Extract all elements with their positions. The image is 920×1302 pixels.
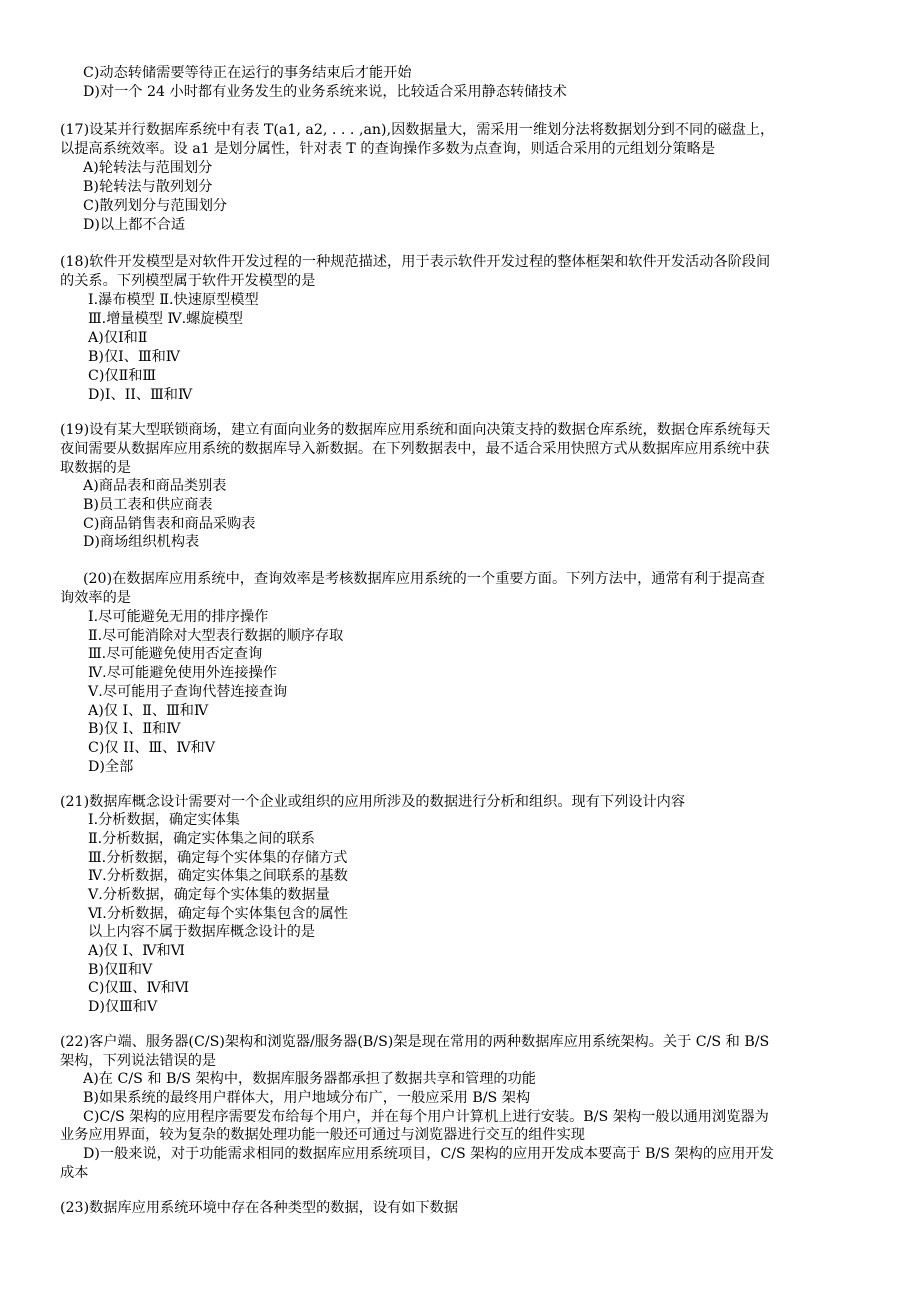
q18-item-line-1: Ⅰ.瀑布模型 Ⅱ.快速原型模型 [88,292,259,308]
q20-item-3: Ⅲ.尽可能避免使用否定查询 [88,646,263,662]
q20-item-4: Ⅳ.尽可能避免使用外连接操作 [88,665,277,681]
q20-item-1: Ⅰ.尽可能避免无用的排序操作 [88,609,269,625]
q18-option-b: B)仅Ⅰ、Ⅲ和Ⅳ [88,349,180,365]
q18-stem-line-2: 的关系。下列模型属于软件开发模型的是 [60,273,316,289]
q20-item-2: Ⅱ.尽可能消除对大型表行数据的顺序存取 [88,628,344,644]
q21-stem-line-1: (21)数据库概念设计需要对一个企业或组织的应用所涉及的数据进行分析和组织。现有下列设计内容 [60,794,686,810]
q20-option-c: C)仅 II、Ⅲ、Ⅳ和Ⅴ [88,740,215,756]
q21-option-a: A)仅 I、Ⅳ和Ⅵ [88,943,185,959]
q17-option-d: D)以上都不合适 [83,217,186,233]
q21-option-c: C)仅Ⅲ、Ⅳ和Ⅵ [88,980,190,996]
q17-option-b: B)轮转法与散列划分 [83,179,213,195]
q19-option-a: A)商品表和商品类别表 [83,478,227,494]
q21-item-6: Ⅵ.分析数据，确定每个实体集包含的属性 [88,906,348,922]
q21-stem-line-2: 以上内容不属于数据库概念设计的是 [88,924,316,940]
q19-stem-line-2: 夜间需要从数据库应用系统的数据库导入新数据。在下列数据表中，最不适合采用快照方式从数据库应用系统中获 [60,441,770,457]
q18-option-d: D)Ⅰ、II、Ⅲ和Ⅳ [88,387,193,403]
q19-stem-line-3: 取数据的是 [60,460,131,476]
q19-option-c: C)商品销售表和商品采购表 [83,516,256,532]
q22-option-d-line-2: 成本 [60,1165,89,1181]
q19-option-b: B)员工表和供应商表 [83,497,213,513]
q20-option-b: B)仅 I、Ⅱ和Ⅳ [88,721,181,737]
q21-option-b: B)仅Ⅱ和Ⅴ [88,962,153,978]
q21-item-5: Ⅴ.分析数据，确定每个实体集的数据量 [88,887,330,903]
q20-item-5: Ⅴ.尽可能用子查询代替连接查询 [88,684,288,700]
q21-item-1: Ⅰ.分析数据，确定实体集 [88,812,240,828]
q18-item-line-2: Ⅲ.增量模型 Ⅳ.螺旋模型 [88,311,243,327]
q21-option-d: D)仅Ⅲ和Ⅴ [88,999,158,1015]
q22-stem-line-2: 架构，下列说法错误的是 [60,1053,217,1069]
q20-option-d: D)全部 [88,759,134,775]
q22-stem-line-1: (22)客户端、服务器(C/S)架构和浏览器/服务器(B/S)架是现在常用的两种数据库应用系统架构。关于 C/S 和 B/S [60,1034,770,1050]
q18-option-c: C)仅Ⅱ和Ⅲ [88,368,157,384]
q17-option-a: A)轮转法与范围划分 [83,160,213,176]
q17-stem-line-2: 以提高系统效率。设 a1 是划分属性，针对表 T 的查询操作多数为点查询，则适合采用的元组划分策略是 [60,141,716,157]
q16-option-c: C)动态转储需要等待正在运行的事务结束后才能开始 [83,65,412,81]
q17-stem-line-1: (17)设某并行数据库系统中有表 T(a1, a2, . . . ,an),因数据量大，需采用一维划分法将数据划分到不同的磁盘上， [60,122,775,138]
q22-option-d-line-1: D)一般来说，对于功能需求相同的数据库应用系统项目，C/S 架构的应用开发成本要高于 B/S 架构的应用开发 [83,1146,774,1162]
q22-option-c-line-1: C)C/S 架构的应用程序需要发布给每个用户，并在每个用户计算机上进行安装。B/S 架构一般以通用浏览器为 [83,1109,769,1125]
q16-option-d: D)对一个 24 小时都有业务发生的业务系统来说，比较适合采用静态转储技术 [83,84,567,100]
q17-option-c: C)散列划分与范围划分 [83,198,228,214]
q21-item-4: Ⅳ.分析数据，确定实体集之间联系的基数 [88,868,348,884]
q20-stem-line-2: 询效率的是 [60,590,131,606]
q18-option-a: A)仅Ⅰ和Ⅱ [88,330,148,346]
q21-item-3: Ⅲ.分析数据，确定每个实体集的存储方式 [88,850,348,866]
q20-option-a: A)仅 I、Ⅱ、Ⅲ和Ⅳ [88,703,209,719]
q19-option-d: D)商场组织机构表 [83,534,200,550]
q22-option-a: A)在 C/S 和 B/S 架构中，数据库服务器都承担了数据共享和管理的功能 [83,1071,536,1087]
q18-stem-line-1: (18)软件开发模型是对软件开发过程的一种规范描述，用于表示软件开发过程的整体框架和软件开发活动各阶段间 [60,254,771,270]
q20-stem-line-1: (20)在数据库应用系统中，查询效率是考核数据库应用系统的一个重要方面。下列方法中，通常有利于提高查 [83,571,765,587]
q22-option-c-line-2: 业务应用界面，较为复杂的数据处理功能一般还可通过与浏览器进行交互的组件实现 [60,1127,585,1143]
q19-stem-line-1: (19)设有某大型联锁商场，建立有面向业务的数据库应用系统和面向决策支持的数据仓库系统，数据仓库系统每天 [60,422,771,438]
q23-stem-line-1: (23)数据库应用系统环境中存在各种类型的数据，设有如下数据 [60,1200,459,1216]
q21-item-2: Ⅱ.分析数据，确定实体集之间的联系 [88,831,315,847]
q22-option-b: B)如果系统的最终用户群体大，用户地域分布广，一般应采用 B/S 架构 [83,1090,531,1106]
